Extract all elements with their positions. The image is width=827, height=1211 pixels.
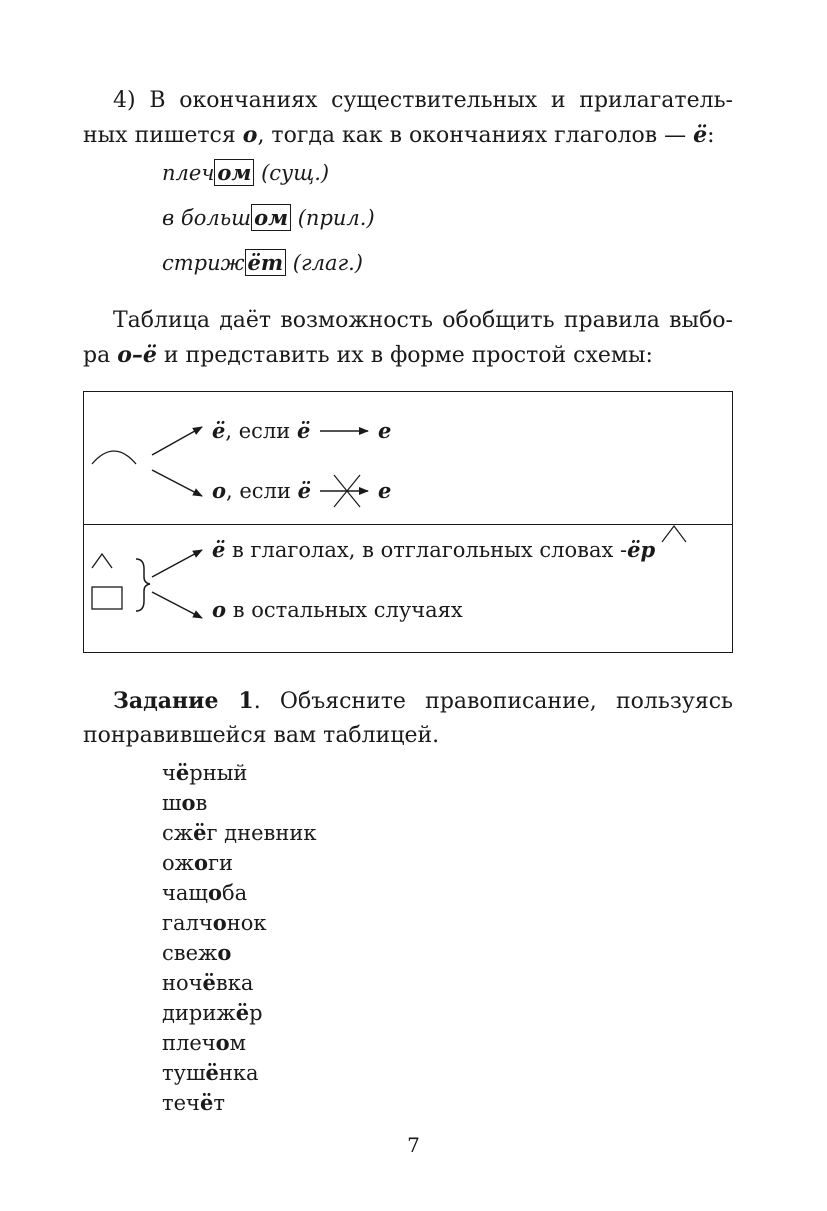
- list-item: сжёг дневник: [162, 820, 317, 845]
- example-adjective: в больш ом (прил.): [162, 205, 375, 230]
- suffix-mark-icon: [662, 526, 686, 542]
- scheme-table: [83, 391, 733, 653]
- list-item: плечом: [162, 1030, 247, 1055]
- arrow-up: [152, 427, 202, 455]
- word-list: [162, 758, 316, 1118]
- list-item: свежо: [162, 940, 232, 965]
- list-item: дирижёр: [162, 1000, 263, 1025]
- ending-symbol-icon: [92, 587, 122, 609]
- list-item: течёт: [162, 1090, 225, 1115]
- result-e: е: [378, 418, 392, 443]
- task-label: Задание 1: [113, 688, 254, 714]
- suffix-symbol-icon: [92, 554, 112, 568]
- rule-4-paragraph: [83, 84, 733, 153]
- task-paragraph: Задание 1. Объясните правописание, пользуясь понравившейся вам таблицей.: [83, 688, 733, 748]
- arrow-down: [152, 470, 202, 496]
- arrow-up: [152, 550, 202, 577]
- list-item: чёрный: [162, 760, 248, 785]
- list-item: тушёнка: [162, 1060, 259, 1085]
- intro-paragraph: Таблица даёт возможность обобщить правила выбо- ра о–ё и представить их в форме простой схемы:: [83, 308, 733, 368]
- list-item: ночёвка: [162, 970, 254, 995]
- ending-box: ёт: [245, 249, 287, 276]
- list-item: шов: [162, 790, 208, 815]
- rule-4-line-1: 4) В окончаниях существительных и прилагатель-: [113, 88, 733, 113]
- rule-verbs-row: ё в глаголах, в отглагольных словах -ёр: [212, 537, 656, 562]
- rule-other-row: о в остальных случаях: [212, 597, 463, 622]
- page-number: 7: [407, 1133, 420, 1157]
- result-e-crossed: е: [378, 478, 392, 503]
- brace-icon: [136, 559, 150, 611]
- rule-4-line-2: ных пишется о, тогда как в окончаниях глаголов — ё:: [83, 122, 715, 148]
- ending-box: ом: [251, 204, 291, 231]
- list-item: чащоба: [162, 880, 248, 905]
- ending-box: ом: [214, 159, 254, 186]
- example-noun: плеч ом (сущ.): [162, 160, 330, 185]
- rule-o-row: о, если ё: [212, 478, 311, 503]
- root-symbol-icon: [92, 451, 136, 464]
- list-item: галчонок: [162, 910, 267, 935]
- rule-yo-row: ё, если ё: [212, 418, 311, 443]
- list-item: ожоги: [162, 850, 233, 875]
- example-verb: стриж ёт (глаг.): [162, 250, 363, 275]
- arrow-down: [152, 592, 202, 618]
